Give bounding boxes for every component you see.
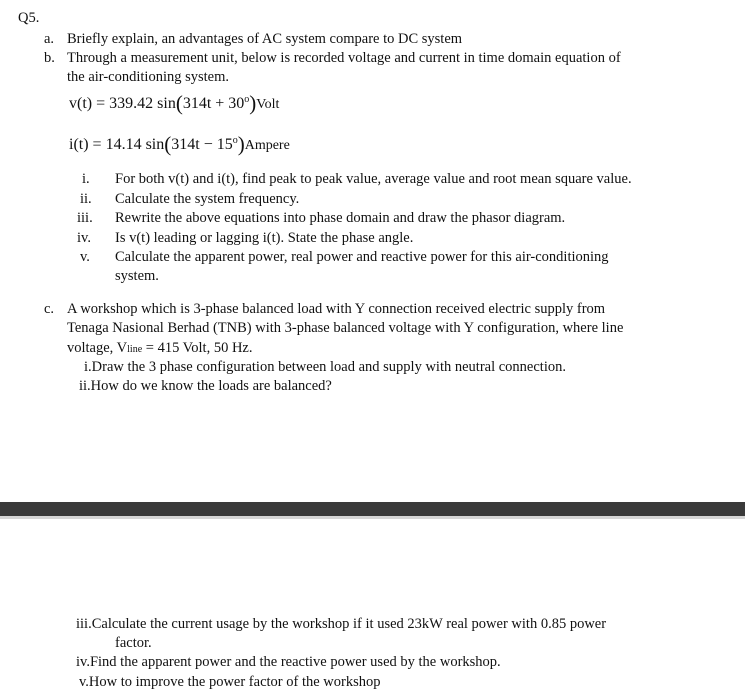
question-number: Q5. (18, 10, 40, 26)
c-item-text: iv.Find the apparent power and the reactive power used by the workshop. (76, 654, 501, 670)
b-item-text-cont: system. (115, 268, 159, 284)
c-item-text: i.Draw the 3 phase configuration between load and supply with neutral connection. (84, 359, 566, 375)
c-item-text-cont: factor. (115, 635, 152, 651)
voltage-degree: o (244, 94, 250, 105)
b-item-label: iii. (77, 210, 93, 226)
current-arg: 314t − 15 (171, 136, 233, 153)
b-item-text: Calculate the system frequency. (115, 191, 300, 207)
part-b-line2: the air-conditioning system. (67, 69, 229, 85)
voltage-equation: v(t) = 339.42 $\sin(314t + 30^o)Volt$ (69, 91, 280, 115)
voltage-unit: Volt (256, 97, 280, 112)
voltage-coef: 339.42 sin (109, 95, 176, 112)
c-item-text: v.How to improve the power factor of the workshop (79, 674, 381, 690)
page-divider-shadow (0, 516, 745, 519)
voltage-lhs: v(t) (69, 95, 93, 112)
c-item-text: ii.How do we know the loads are balanced? (79, 378, 332, 394)
b-item-label: ii. (80, 191, 92, 207)
b-item-label: v. (80, 249, 90, 265)
part-c-line2: Tenaga Nasional Berhad (TNB) with 3-phase balanced voltage with Y configuration, where line (67, 320, 624, 336)
b-item-text: Rewrite the above equations into phase domain and draw the phasor diagram. (115, 210, 566, 226)
current-equation: i(t) = 14.14 $\sin(314t - 15^o)Ampere$ (69, 132, 290, 156)
current-coef: 14.14 sin (105, 136, 165, 153)
part-c-line3 (67, 339, 253, 359)
part-a-text: Briefly explain, an advantages of AC system compare to DC system (67, 31, 463, 47)
part-b-label: b. (44, 50, 55, 66)
page-divider (0, 502, 745, 516)
part-b-line1: Through a measurement unit, below is recorded voltage and current in time domain equation of (67, 50, 621, 66)
b-item-text: Is v(t) leading or lagging i(t). State the phase angle. (115, 230, 414, 246)
part-c-line3-sub: line (127, 344, 143, 355)
current-unit: Ampere (244, 138, 290, 153)
part-c-line3-pre: voltage, V (67, 340, 128, 356)
current-lhs: i(t) (69, 136, 89, 153)
b-item-text: For both v(t) and i(t), find peak to peak value, average value and root mean square value. (115, 171, 632, 187)
c-item-text: iii.Calculate the current usage by the workshop if it used 23kW real power with 0.85 power (76, 616, 607, 632)
voltage-arg: 314t + 30 (182, 95, 245, 112)
part-c-line3-post: = 415 Volt, 50 Hz. (142, 340, 253, 356)
b-item-text: Calculate the apparent power, real power and reactive power for this air-conditioning (115, 249, 609, 265)
part-c-line1: A workshop which is 3-phase balanced load with Y connection received electric supply from (67, 301, 606, 317)
current-degree: o (232, 135, 238, 146)
b-item-label: iv. (77, 230, 91, 246)
part-a-label: a. (44, 31, 55, 47)
b-item-label: i. (82, 171, 90, 187)
part-c-label: c. (44, 301, 55, 317)
